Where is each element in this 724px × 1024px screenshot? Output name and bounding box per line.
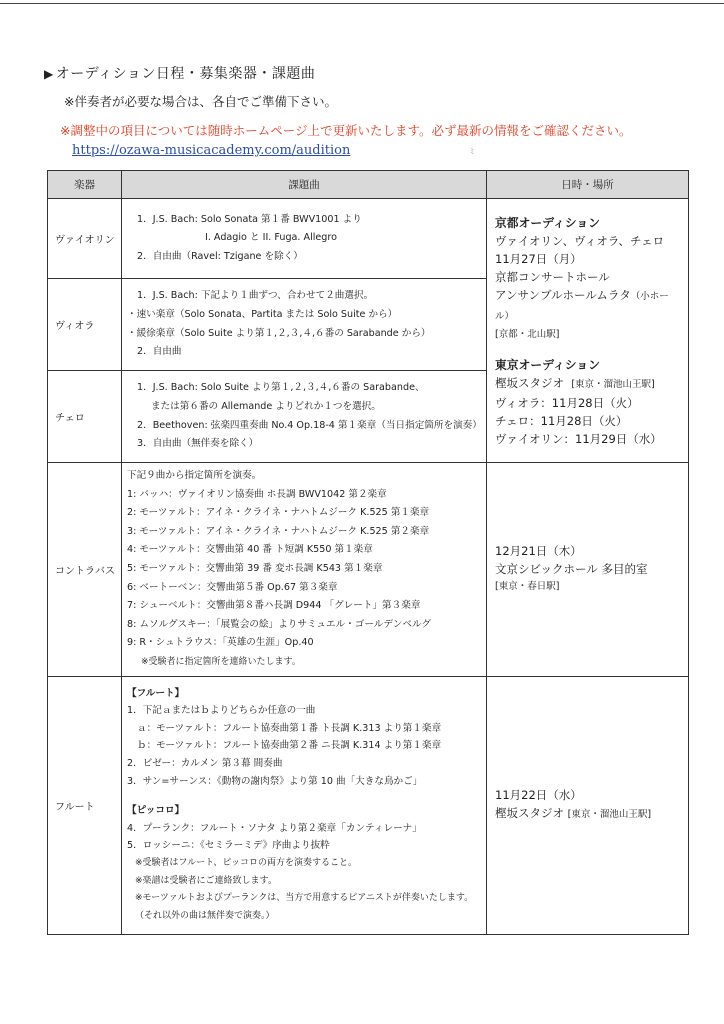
list-item: 2．ビゼー：カルメン 第３幕 間奏曲 (127, 758, 283, 770)
list-item: ａ：モーツァルト：フルート協奏曲第１番 ト長調 K.313 より第１楽章 (137, 722, 442, 734)
list-item: ※楽譜は受験者にご連絡致します。 (135, 875, 277, 886)
tokyo-venue-line (495, 374, 680, 394)
instrument-viola: ヴィオラ (48, 279, 122, 371)
kyoto-title: 京都オーディション (495, 215, 600, 230)
instrument-flute: フルート (48, 676, 122, 934)
list-item: 2．自由曲 (137, 346, 182, 358)
list-item: ※受験者に指定箇所を連絡いたします。 (141, 656, 301, 667)
audition-link[interactable]: https://ozawa-musicacademy.com/audition (72, 143, 351, 158)
triangle-arrow-icon: ▶ (44, 67, 54, 81)
list-item: ｂ：モーツァルト：フルート協奏曲第２番 ニ長調 K.314 より第１楽章 (137, 740, 442, 752)
list-item: 5．ロッシーニ：《セミラーミデ》序曲より抜粋 (127, 840, 330, 852)
list-item: 1．J.S. Bach: Solo Suite より第１,２,３,４,６番の Sarabande、 (137, 382, 425, 394)
accompanist-note: ※伴奏者が必要な場合は、各自でご準備下さい。 (64, 94, 337, 109)
page-title: オーディション日程・募集楽器・課題曲 (55, 66, 316, 82)
update-notice: ※調整中の項目については随時ホームページ上で更新いたします。必ず最新の情報をご確認ください。 (60, 123, 632, 138)
list-item: 9: R・シュトラウス：「英雄の生涯」Op.40 (127, 637, 314, 649)
kyoto-ensemble-hall (495, 286, 680, 326)
list-item: 下記９曲から指定箇所を演奏。 (127, 470, 262, 481)
list-item: 5: モーツァルト：交響曲第 39 番 変ホ長調 K543 第１楽章 (127, 562, 383, 574)
list-item: 4．プーランク：フルート・ソナタ より第２楽章「カンティレーナ」 (127, 822, 422, 834)
instrument-violin: ヴァイオリン (48, 199, 122, 279)
table-row-violin (48, 199, 689, 279)
list-item: 1．J.S. Bach: 下記より１曲ずつ、合わせて２曲選択。 (137, 290, 374, 302)
tokyo-violin-date: ヴァイオリン：11月29日（水） (495, 431, 662, 446)
schedule-contrabass (487, 463, 689, 677)
tokyo-cello-date: チェロ：11月28日（火） (495, 413, 628, 428)
tokyo-viola-date: ヴィオラ：11月28日（火） (495, 395, 639, 410)
tokyo-venue: 樫坂スタジオ (495, 375, 564, 390)
schedule-flute (487, 676, 689, 934)
list-item: 3: モーツァルト：アイネ・クライネ・ナハトムジーク K.525 第２楽章 (127, 525, 430, 537)
flute-heading: 【フルート】 (127, 687, 185, 699)
pieces-cello (122, 371, 487, 463)
table-row-flute (48, 676, 689, 934)
kyoto-instruments: ヴァイオリン、ヴィオラ、チェロ (495, 233, 665, 248)
list-item: 1: バッハ：ヴァイオリン協奏曲 ホ長調 BWV1042 第２楽章 (127, 488, 387, 500)
contrabass-venue: 文京シビックホール 多目的室 (495, 562, 648, 577)
list-item: 3．自由曲（無伴奏を除く） (137, 438, 259, 450)
instrument-contrabass: コントラバス (48, 463, 122, 677)
list-item: I. Adagio と II. Fuga. Allegro (205, 232, 337, 244)
schedule-strings (487, 199, 689, 463)
kyoto-hall-name: アンサンブルホールムラタ (495, 287, 631, 302)
list-item: 3．サン=サーンス：《動物の謝肉祭》より第 10 曲「大きな鳥かご」 (127, 775, 423, 787)
list-item: 1．下記ａまたはｂよりどちらか任意の一曲 (127, 705, 316, 717)
flute-venue-line (495, 804, 680, 824)
flute-station: [東京・溜池山王駅] (567, 809, 652, 821)
tokyo-title: 東京オーディション (495, 357, 600, 372)
piccolo-heading: 【ピッコロ】 (127, 805, 185, 817)
flute-date: 11月22日（水） (495, 788, 582, 803)
list-item: ・緩徐楽章（Solo Suite より第１,２,３,４,６番の Sarabande から） (127, 327, 431, 339)
list-item: 4: モーツァルト：交響曲第 40 番 ト短調 K550 第１楽章 (127, 544, 373, 556)
kyoto-date: 11月27日（月） (495, 251, 582, 266)
list-item: 6: ベートーベン：交響曲第５番 Op.67 第３楽章 (127, 581, 338, 593)
contrabass-date: 12月21日（木） (495, 544, 582, 559)
list-item: 2: モーツァルト：アイネ・クライネ・ナハトムジーク K.525 第１楽章 (127, 507, 430, 519)
instrument-cello: チェロ (48, 371, 122, 463)
contrabass-station: [東京・春日駅] (495, 581, 560, 593)
list-item: 2．自由曲（Ravel: Tzigane を除く） (137, 250, 303, 262)
kyoto-station: [京都・北山駅] (495, 328, 560, 340)
pieces-viola (122, 279, 487, 371)
kyoto-hall: 京都コンサートホール (495, 269, 610, 284)
list-item: 1．J.S. Bach: Solo Sonata 第１番 BWV1001 より (137, 213, 362, 225)
list-item: ※モーツァルトおよびプーランクは、当方で用意するピアニストが伴奏いたします。 (135, 893, 474, 904)
table-header-row (48, 171, 689, 199)
kyoto-hall-note: （小ホール） (495, 290, 669, 322)
scan-mark: ﾐ (470, 147, 474, 156)
list-item: ・速い楽章（Solo Sonata、Partita または Solo Suite から） (127, 308, 398, 320)
header-instrument: 楽器 (48, 171, 122, 199)
tokyo-station: [東京・溜池山王駅] (571, 378, 655, 390)
pieces-violin (122, 199, 487, 279)
list-item: ※受験者はフルート、ピッコロの両方を演奏すること。 (135, 858, 358, 869)
list-item: 2．Beethoven: 弦楽四重奏曲 No.4 Op.18-4 第１楽章（当日指定箇所を演奏） (137, 419, 482, 431)
table-row-contrabass (48, 463, 689, 677)
flute-venue: 樫坂スタジオ (495, 806, 564, 821)
pieces-contrabass (122, 463, 487, 677)
page-heading (44, 63, 315, 83)
top-border-line (0, 3, 724, 4)
audition-table (47, 170, 689, 935)
pieces-flute (122, 676, 487, 934)
header-schedule: 日時・場所 (487, 171, 689, 199)
list-item: 8: ムソルグスキー：「展覧会の絵」よりサミュエル・ゴールデンベルグ (127, 618, 431, 630)
header-pieces: 課題曲 (122, 171, 487, 199)
list-item: または第６番の Allemande よりどれか１つを選択。 (151, 400, 381, 412)
list-item: 7: シューベルト：交響曲第８番ハ長調 D944 「グレート」第３楽章 (127, 600, 421, 612)
list-item: （それ以外の曲は無伴奏で演奏。） (135, 910, 275, 921)
